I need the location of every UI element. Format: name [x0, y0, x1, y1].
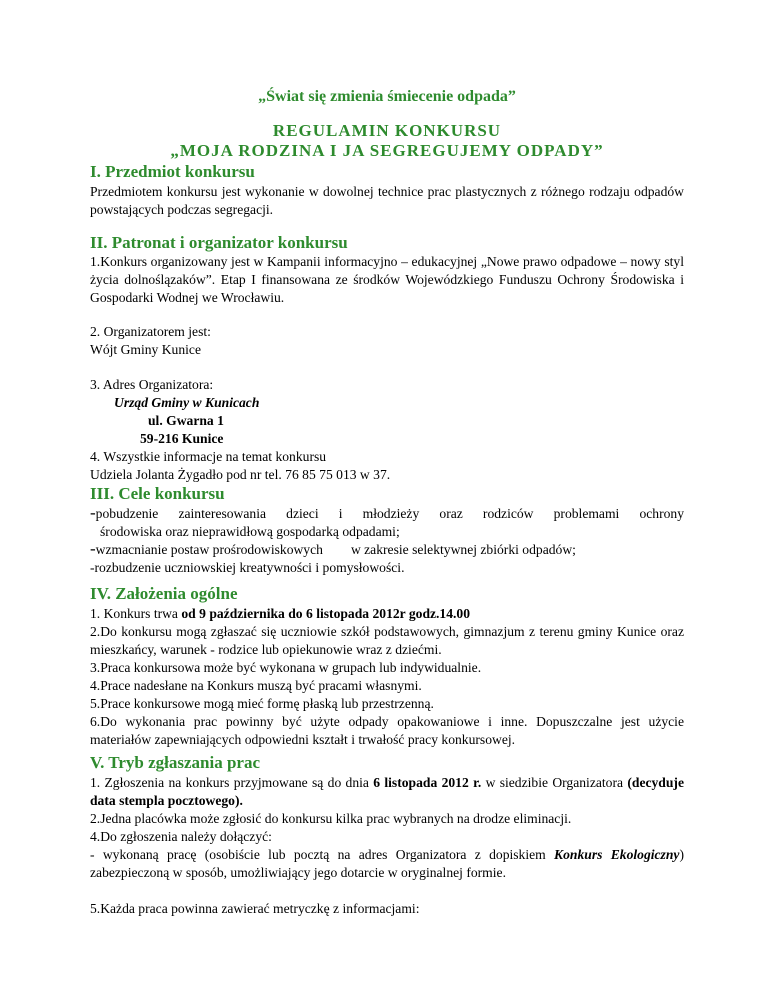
title-line-1: REGULAMIN KONKURSU [272, 121, 502, 140]
section-1-text: Przedmiotem konkursu jest wykonanie w dowolnej technice prac plastycznych z różnego rodzaju odpadów powstających podczas segregacji. [90, 184, 684, 217]
section-2-heading: II. Patronat i organizator konkursu [90, 233, 348, 252]
goal-1: -pobudzenie zainteresowania dzieci i młodzieży oraz rodziców problemami ochrony [90, 503, 684, 522]
section-2-contact: Udziela Jolanta Żygadło pod nr tel. 76 85 75 013 w 37. [90, 467, 391, 482]
section-2-info: 4. Wszystkie informacje na temat konkursu [90, 449, 327, 464]
title-line-2: „MOJA RODZINA I JA SEGREGUJEMY ODPADY” [170, 141, 604, 160]
section-1-heading: I. Przedmiot konkursu [90, 162, 255, 181]
submission-1: 1. Zgłoszenia na konkurs przyjmowane są do dnia 6 listopada 2012 r. w siedzibie Organizatora (decyduje data stempla pocztowego). [90, 775, 684, 808]
submission-4: 4.Do zgłoszenia należy dołączyć: [90, 829, 272, 844]
goal-3: -rozbudzenie uczniowskiej kreatywności i pomysłowości. [90, 560, 405, 575]
assumption-6: 6.Do wykonania prac powinny być użyte odpady opakowaniowe i inne. Dopuszczalne jest użycie materiałów zapewniających odpowiedni kształt i trwałość pracy konkursowej. [90, 714, 684, 747]
section-2-organizer-label: 2. Organizatorem jest: [90, 324, 211, 339]
address-office: Urząd Gminy w Kunicach [114, 395, 260, 410]
section-4-heading: IV. Założenia ogólne [90, 584, 238, 603]
section-2-organizer-name: Wójt Gminy Kunice [90, 342, 201, 357]
assumption-1: 1. Konkurs trwa od 9 października do 6 listopada 2012r godz.14.00 [90, 606, 471, 621]
section-3-heading: III. Cele konkursu [90, 484, 225, 503]
goal-1-cont: środowiska oraz nieprawidłową gospodarką odpadami; [100, 524, 400, 539]
section-5-heading: V. Tryb zgłaszania prac [90, 753, 261, 772]
goal-2: -wzmacnianie postaw prośrodowiskowych w zakresie selektywnej zbiórki odpadów; [90, 539, 576, 558]
submission-2: 2.Jedna placówka może zgłosić do konkursu kilka prac wybranych na drodze eliminacji. [90, 811, 572, 826]
section-2-address-label: 3. Adres Organizatora: [90, 377, 214, 392]
submission-5: 5.Każda praca powinna zawierać metryczkę z informacjami: [90, 901, 420, 916]
section-2-paragraph-1: 1.Konkurs organizowany jest w Kampanii informacyjno – edukacyjnej „Nowe prawo odpadowe – nowy styl życia dolnoślązaków”. Etap I finansowana ze środków Wojewódzkiego Funduszu Ochrony Środowiska i Gospodarki Wodnej we Wrocławiu. [90, 254, 684, 305]
submission-4-detail: - wykonaną pracę (osobiście lub pocztą na adres Organizatora z dopiskiem Konkurs Ekologiczny) zabezpieczoną w sposób, umożliwiający jego dotarcie w oryginalnej formie. [90, 847, 684, 880]
assumption-3: 3.Praca konkursowa może być wykonana w grupach lub indywidualnie. [90, 660, 482, 675]
address-postal: 59-216 Kunice [140, 431, 224, 446]
assumption-5: 5.Prace konkursowe mogą mieć formę płaską lub przestrzenną. [90, 696, 434, 711]
assumption-2: 2.Do konkursu mogą zgłaszać się uczniowie szkół podstawowych, gimnazjum z terenu gminy Kunice oraz mieszkańcy, warunek - rodzice lub opiekunowie wraz z dziećmi. [90, 624, 684, 657]
address-street: ul. Gwarna 1 [148, 413, 224, 428]
tagline: „Świat się zmienia śmiecenie odpada” [258, 88, 516, 105]
assumption-4: 4.Prace nadesłane na Konkurs muszą być pracami własnymi. [90, 678, 422, 693]
